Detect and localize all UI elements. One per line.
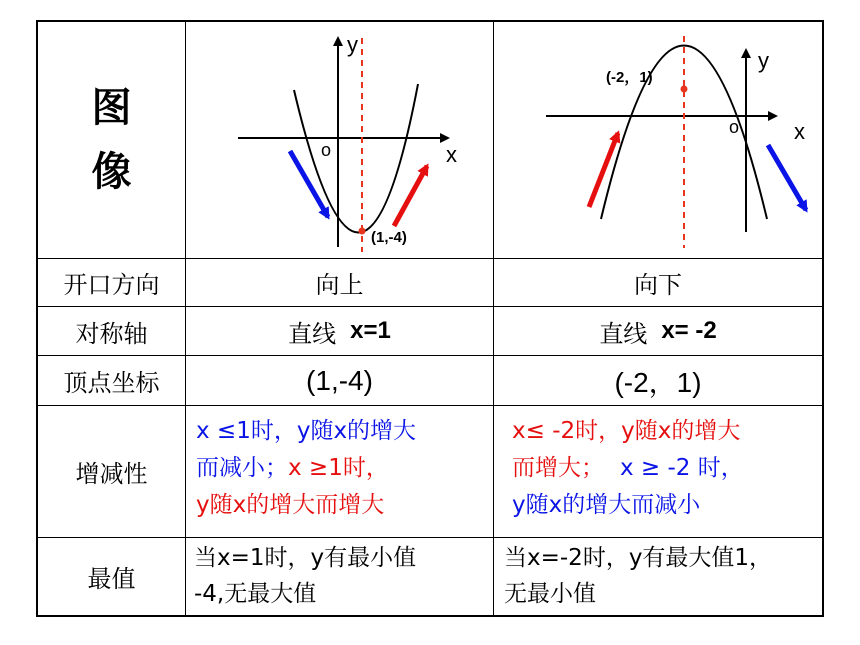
- left-mono-line-2a: 而减小；: [196, 455, 288, 481]
- right-vertex: (-2，1): [614, 366, 702, 398]
- right-extreme-line-1: 当x=-2时，y有最大值1，: [504, 545, 773, 571]
- header-image-char-1: 图: [91, 85, 132, 131]
- header-axis: 对称轴: [75, 319, 148, 348]
- right-extreme: [494, 540, 822, 612]
- x-axis-label: x: [794, 119, 805, 144]
- vertex-label: (1,-4): [371, 229, 407, 246]
- right-opening: 向下: [634, 271, 682, 299]
- vertex-label: (-2，1): [606, 69, 653, 86]
- right-axis-prefix: 直线: [599, 319, 648, 348]
- left-monotonic: [186, 413, 493, 524]
- left-extreme-line-2: -4,无最大值: [194, 581, 317, 607]
- table-border-bottom: [36, 615, 824, 617]
- left-axis-equation: x=1: [350, 317, 391, 344]
- left-axis: [186, 307, 493, 355]
- parabola-curve: [294, 84, 418, 233]
- right-mono-line-1: x≤ -2时，y随x的增大: [512, 418, 741, 444]
- left-mono-line-1: x ≤1时，y随x的增大: [196, 418, 417, 444]
- left-extreme: [186, 540, 493, 612]
- table-border-right: [822, 20, 824, 617]
- decreasing-arrow: [768, 145, 806, 210]
- right-mono-line-2a: 而增大；: [512, 455, 604, 481]
- right-mono-line-2b: x ≥ -2 时，: [620, 455, 744, 481]
- increasing-arrow: [394, 166, 427, 226]
- left-mono-line-2b: x ≥1时，: [288, 455, 389, 481]
- right-mono-line-3: y随x的增大而减小: [512, 492, 701, 518]
- vertex-dot: [681, 86, 688, 93]
- properties-table: [36, 20, 824, 617]
- right-axis-equation: x= -2: [661, 317, 717, 344]
- x-axis-label: x: [446, 142, 457, 167]
- header-extreme: 最值: [87, 565, 136, 593]
- left-extreme-line-1: 当x=1时，y有最小值: [194, 545, 417, 571]
- right-monotonic: [494, 413, 822, 524]
- right-axis: [494, 307, 822, 355]
- origin-label: o: [321, 140, 332, 160]
- y-axis-label: y: [347, 32, 358, 57]
- left-opening: 向上: [315, 271, 364, 299]
- header-opening: 开口方向: [63, 271, 160, 299]
- left-parabola-graph: [186, 22, 493, 258]
- header-image-char-2: 像: [91, 149, 132, 195]
- left-axis-prefix: 直线: [288, 319, 337, 348]
- right-parabola-graph: [494, 22, 822, 258]
- header-vertex: 顶点坐标: [63, 369, 160, 397]
- vertex-dot: [359, 228, 366, 235]
- header-monotonic: 增减性: [75, 460, 148, 488]
- right-mono-line-2: [512, 450, 812, 487]
- y-axis-label: y: [758, 48, 769, 73]
- left-vertex: (1,-4): [306, 364, 373, 396]
- left-mono-line-3: y随x的增大而增大: [196, 492, 385, 518]
- right-extreme-line-2: 无最小值: [504, 581, 596, 607]
- left-mono-line-2: [196, 450, 483, 487]
- origin-label: o: [729, 117, 740, 137]
- header-image: [38, 22, 185, 258]
